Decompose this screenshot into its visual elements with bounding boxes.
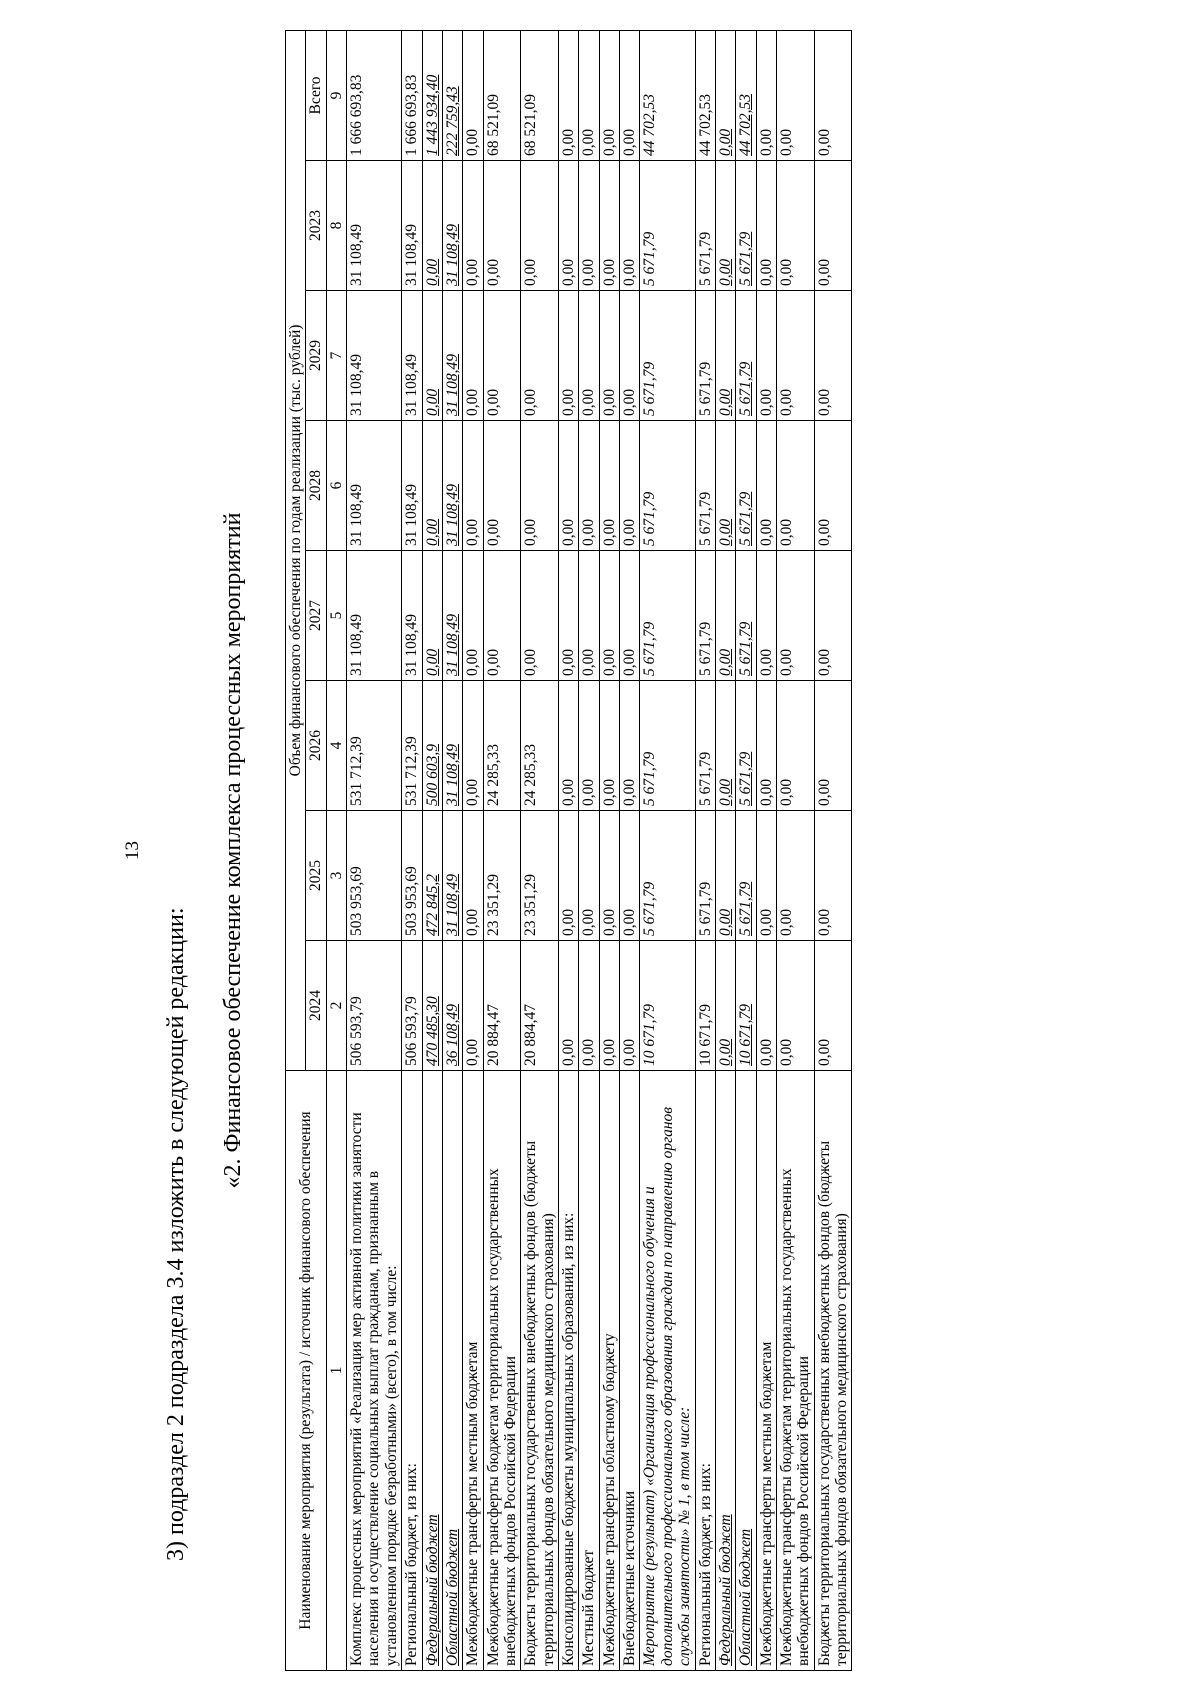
row-value: 1 443 934,40 [422,30,442,160]
row-value: 0,00 [814,681,852,811]
row-value: 31 108,49 [347,421,402,551]
row-name: Комплекс процессных мероприятий «Реализация мер активной политики занятости населения и осуществление социальных выплат гражданам, признанным в установленном порядке безработными» (всего), в том числе: [347,1071,402,1671]
row-value: 0,00 [776,291,814,421]
row-value: 31 108,49 [442,161,462,291]
row-value: 0,00 [579,291,599,421]
section-heading: «2. Финансовое обеспечение комплекса процессных мероприятий [220,512,246,1189]
row-value: 0,00 [776,941,814,1071]
table-row [347,30,402,1670]
row-value: 506 593,79 [347,941,402,1071]
row-value: 0,00 [620,421,640,551]
row-value: 0,00 [463,811,483,941]
row-value: 0,00 [814,941,852,1071]
row-value: 5 671,79 [736,681,756,811]
row-value: 0,00 [776,681,814,811]
row-name: Местный бюджет [579,1071,599,1671]
row-value: 5 671,79 [736,551,756,681]
row-name: Внебюджетные источники [620,1071,640,1671]
row-value: 0,00 [715,551,735,681]
row-value: 31 108,49 [402,421,422,551]
row-value: 0,00 [422,421,442,551]
row-name: Областной бюджет [736,1071,756,1671]
row-value: 0,00 [715,161,735,291]
row-value: 0,00 [559,551,579,681]
row-value: 531 712,39 [402,681,422,811]
row-value: 5 671,79 [640,811,695,941]
row-value: 0,00 [620,551,640,681]
header-year: 2025 [306,811,326,941]
column-index: 1 [326,1071,346,1671]
row-value: 500 603,9 [422,681,442,811]
row-value: 0,00 [715,811,735,941]
row-value: 0,00 [776,30,814,160]
column-index: 9 [326,30,346,160]
row-value: 0,00 [814,161,852,291]
column-index: 7 [326,291,346,421]
row-name: Межбюджетные трансферты бюджетам территориальных государственных внебюджетных фондов Российской Федерации [776,1071,814,1671]
row-value: 0,00 [814,421,852,551]
row-name: Региональный бюджет, из них: [695,1071,715,1671]
row-value: 1 666 693,83 [402,30,422,160]
row-value: 0,00 [620,161,640,291]
header-total: Всего [306,30,326,160]
table-row [402,30,422,1670]
row-value: 44 702,53 [736,30,756,160]
row-name: Межбюджетные трансферты местным бюджетам [756,1071,776,1671]
row-name: Федеральный бюджет [422,1071,442,1671]
row-value: 31 108,49 [442,811,462,941]
row-value: 20 884,47 [521,941,559,1071]
row-value: 44 702,53 [695,30,715,160]
table-row [756,30,776,1670]
row-value: 31 108,49 [402,291,422,421]
row-value: 0,00 [422,551,442,681]
row-value: 0,00 [814,291,852,421]
row-value: 0,00 [756,30,776,160]
row-value: 23 351,29 [483,811,521,941]
row-name: Бюджеты территориальных государственных внебюджетных фондов (бюджеты территориальных фондов обязательного медицинского страхования) [521,1071,559,1671]
row-value: 0,00 [620,30,640,160]
row-value: 31 108,49 [442,291,462,421]
page-number: 13 [122,841,143,860]
row-value: 0,00 [599,941,619,1071]
row-name: Федеральный бюджет [715,1071,735,1671]
row-value: 5 671,79 [695,291,715,421]
row-value: 506 593,79 [402,941,422,1071]
row-value: 0,00 [620,681,640,811]
row-value: 0,00 [776,551,814,681]
row-value: 68 521,09 [483,30,521,160]
row-value: 0,00 [521,161,559,291]
table-row [776,30,814,1670]
row-value: 0,00 [756,941,776,1071]
row-value: 20 884,47 [483,941,521,1071]
row-value: 503 953,69 [347,811,402,941]
row-value: 5 671,79 [695,551,715,681]
row-value: 0,00 [715,681,735,811]
row-value: 503 953,69 [402,811,422,941]
row-name: Межбюджетные трансферты областному бюджету [599,1071,619,1671]
column-index: 5 [326,551,346,681]
row-value: 0,00 [599,291,619,421]
table-row [483,30,521,1670]
row-value: 0,00 [599,681,619,811]
column-index: 6 [326,421,346,551]
row-value: 5 671,79 [640,551,695,681]
row-value: 0,00 [579,161,599,291]
table-row [521,30,559,1670]
row-value: 5 671,79 [640,681,695,811]
row-name: Межбюджетные трансферты бюджетам территориальных государственных внебюджетных фондов Российской Федерации [483,1071,521,1671]
row-value: 0,00 [756,291,776,421]
row-value: 0,00 [483,551,521,681]
header-year: 2029 [306,291,326,421]
row-value: 24 285,33 [483,681,521,811]
row-value: 31 108,49 [347,551,402,681]
header-year: 2027 [306,551,326,681]
row-value: 5 671,79 [695,811,715,941]
row-value: 0,00 [559,811,579,941]
table-body [347,30,852,1670]
row-value: 31 108,49 [442,551,462,681]
row-value: 44 702,53 [640,30,695,160]
row-value: 0,00 [579,941,599,1071]
table-row [715,30,735,1670]
row-value: 0,00 [715,30,735,160]
row-value: 5 671,79 [640,291,695,421]
row-value: 0,00 [814,30,852,160]
row-value: 0,00 [756,551,776,681]
row-value: 31 108,49 [402,161,422,291]
row-name: Мероприятие (результат) «Организация профессионального обучения и дополнительного профессионального образования граждан по направлению органов службы занятости» № 1, в том числе: [640,1071,695,1671]
row-value: 0,00 [521,291,559,421]
row-value: 0,00 [422,291,442,421]
row-value: 0,00 [559,681,579,811]
row-value: 31 108,49 [347,161,402,291]
row-value: 0,00 [599,421,619,551]
row-value: 0,00 [483,421,521,551]
row-value: 0,00 [521,551,559,681]
row-value: 0,00 [579,681,599,811]
column-index: 3 [326,811,346,941]
row-value: 10 671,79 [736,941,756,1071]
row-value: 0,00 [463,291,483,421]
row-value: 0,00 [463,551,483,681]
row-value: 0,00 [463,681,483,811]
row-value: 0,00 [776,161,814,291]
row-value: 0,00 [599,551,619,681]
row-value: 0,00 [579,811,599,941]
table-row [579,30,599,1670]
row-value: 0,00 [814,811,852,941]
row-value: 0,00 [579,421,599,551]
row-name: Бюджеты территориальных государственных внебюджетных фондов (бюджеты территориальных фондов обязательного медицинского страхования) [814,1071,852,1671]
row-value: 0,00 [521,421,559,551]
row-value: 5 671,79 [695,421,715,551]
row-value: 36 108,49 [442,941,462,1071]
row-value: 0,00 [422,161,442,291]
row-value: 0,00 [715,941,735,1071]
table-row [559,30,579,1670]
table-row [422,30,442,1670]
header-row [286,30,306,1670]
column-index: 8 [326,161,346,291]
table-row [814,30,852,1670]
row-name: Областной бюджет [442,1071,462,1671]
row-value: 5 671,79 [736,421,756,551]
row-value: 0,00 [814,551,852,681]
row-name: Региональный бюджет, из них: [402,1071,422,1671]
header-year: 2024 [306,941,326,1071]
row-value: 0,00 [463,421,483,551]
row-value: 0,00 [483,161,521,291]
row-value: 0,00 [620,811,640,941]
column-index: 4 [326,681,346,811]
row-value: 31 108,49 [442,421,462,551]
row-value: 5 671,79 [695,681,715,811]
row-value: 0,00 [559,291,579,421]
row-value: 5 671,79 [736,161,756,291]
row-value: 0,00 [776,421,814,551]
table-row [695,30,715,1670]
row-value: 10 671,79 [695,941,715,1071]
row-name: Консолидированные бюджеты муниципальных образований, из них: [559,1071,579,1671]
row-value: 31 108,49 [347,291,402,421]
header-name: Наименование мероприятия (результата) / источник финансового обеспечения [286,1071,327,1671]
row-value: 472 845,2 [422,811,442,941]
row-value: 31 108,49 [402,551,422,681]
financing-table [285,30,852,1671]
row-value: 0,00 [559,941,579,1071]
header-index-row [326,30,346,1670]
row-value: 0,00 [463,161,483,291]
row-value: 5 671,79 [736,291,756,421]
table-row [442,30,462,1670]
row-value: 0,00 [756,161,776,291]
row-value: 0,00 [559,30,579,160]
row-value: 0,00 [715,291,735,421]
row-value: 5 671,79 [640,161,695,291]
row-value: 0,00 [579,30,599,160]
table-row [736,30,756,1670]
row-value: 5 671,79 [640,421,695,551]
row-value: 0,00 [483,291,521,421]
row-value: 0,00 [463,30,483,160]
table-row [599,30,619,1670]
row-value: 0,00 [620,941,640,1071]
row-value: 0,00 [559,161,579,291]
table-row [620,30,640,1670]
intro-text: 3) подраздел 2 подраздела 3.4 изложить в следующей редакции: [163,907,189,1561]
row-value: 23 351,29 [521,811,559,941]
table-row [463,30,483,1670]
row-value: 1 666 693,83 [347,30,402,160]
row-value: 0,00 [756,681,776,811]
row-value: 0,00 [559,421,579,551]
row-value: 5 671,79 [736,811,756,941]
row-value: 0,00 [756,421,776,551]
row-value: 0,00 [599,30,619,160]
row-name: Межбюджетные трансферты местным бюджетам [463,1071,483,1671]
row-value: 0,00 [776,811,814,941]
row-value: 0,00 [756,811,776,941]
row-value: 0,00 [599,161,619,291]
row-value: 0,00 [620,291,640,421]
column-index: 2 [326,941,346,1071]
row-value: 68 521,09 [521,30,559,160]
row-value: 531 712,39 [347,681,402,811]
row-value: 222 759,43 [442,30,462,160]
header-volume: Объем финансового обеспечения по годам реализации (тыс. рублей) [286,30,306,1070]
header-year: 2023 [306,161,326,291]
row-value: 0,00 [599,811,619,941]
row-value: 10 671,79 [640,941,695,1071]
header-year: 2028 [306,421,326,551]
row-value: 5 671,79 [695,161,715,291]
row-value: 0,00 [463,941,483,1071]
header-year: 2026 [306,681,326,811]
row-value: 0,00 [579,551,599,681]
row-value: 470 485,30 [422,941,442,1071]
row-value: 0,00 [715,421,735,551]
row-value: 24 285,33 [521,681,559,811]
table-row [640,30,695,1670]
row-value: 31 108,49 [442,681,462,811]
